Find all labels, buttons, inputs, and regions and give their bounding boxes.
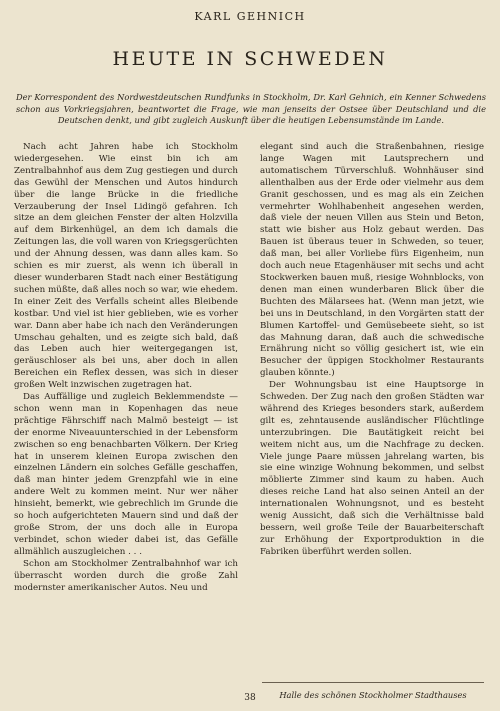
page-number: 38 xyxy=(244,693,256,703)
text-column-right xyxy=(260,142,484,559)
text-column-left xyxy=(14,142,238,594)
paragraph: Der Wohnungsbau ist eine Hauptsorge in Schweden. Der Zug nach den großen Städten war während des Krieges besonders stark, außerdem gilt es, zehntausende ausländischer Flüchtlinge unterzubringen. Die Bautätigkeit reicht bei weitem nicht aus, um die Nachfrage zu decken. Viele junge Paare müssen jahrelang warten, bis sie eine winzige Wohnung bekommen, und selbst möblierte Zimmer sind kaum zu haben. Auch dieses reiche Land hat also seinen Anteil an der internationalen Wohnungsnot, und es besteht wenig Aussicht, daß sich die Verhältnisse bald bessern, weil große Teile der Bauarbeiterschaft zur Erhöhung der Exportproduktion in die Fabriken überführt werden sollen. xyxy=(260,380,484,557)
image-caption: Halle des schönen Stockholmer Stadthauses xyxy=(279,690,467,700)
paragraph: Schon am Stockholmer Zentralbahnhof war ich überrascht worden durch die große Zahl modernster amerikanischer Autos. Neu und xyxy=(14,558,238,593)
paragraph: Das Auffällige und zugleich Beklemmendste — schon wenn man in Kopenhagen das neue prächtige Fährschiff nach Malmö besteigt — ist der enorme Niveauunterschied in der Lebensform zwischen so eng benachbarten Völkern. Der Krieg hat in unserem kleinen Europa zwischen den einzelnen Ländern ein solches Gefälle geschaffen, daß man hinter jedem Grenzpfahl wie in eine andere Welt zu kommen meint. Nur wer näher hinsieht, bemerkt, wie gebrechlich im Grunde die so hoch aufgerichteten Mauern sind und daß der große Strom, der uns doch alle in Europa verbindet, schon wieder dabei ist, das Gefälle allmählich auszugleichen . . . xyxy=(14,392,238,557)
article-intro: Der Korrespondent des Nordwestdeutschen Rundfunks in Stockholm, Dr. Karl Gehnich, ein Kenner Schwedens schon aus Vorkriegsjahren, beantwortet die Frage, wie man jenseits der Ostsee über Deutschland und die Deutschen denkt, und gibt zugleich Auskunft über die heutigen Lebensumstände im Lande. xyxy=(16,92,486,126)
paragraph: Nach acht Jahren habe ich Stockholm wiedergesehen. Wie einst bin ich am Zentralbahnhof aus dem Zug gestiegen und durch das Gewühl der Menschen und Autos hindurch über die lange Brücke in die friedliche Verzauberung der Insel Lidingö gefahren. Ich sitze an dem gleichen Fenster der alten Holzvilla auf dem Birkenhügel, an dem ich damals die Zeitungen las, die voll waren von Kriegsgerüchten und der Ahnung dessen, was dann alles kam. So schien es mir zuerst, als wenn ich überall in dieser wunderbaren Stadt nach einer Bestätigung suchen müßte, daß alles noch so war, wie ehedem. In einer Zeit des Verfalls scheint alles Bleibende kostbar. Und viel ist hier geblieben, wie es vorher war. Dann aber habe ich nach den Veränderungen Umschau gehalten, und es zeigte sich bald, daß das Leben auch hier weitergegangen ist, geräuschloser als bei uns, aber doch in allen Bereichen ein Reflex dessen, was sich in dieser großen Welt inzwischen zugetragen hat. xyxy=(14,142,238,391)
article-title: HEUTE IN SCHWEDEN xyxy=(112,48,388,70)
caption-divider xyxy=(262,682,484,683)
author-name: KARL GEHNICH xyxy=(194,10,306,23)
paragraph: elegant sind auch die Straßenbahnen, riesige lange Wagen mit Lautsprechern und automatischem Türverschluß. Wohnhäuser sind allenthalben aus der Erde oder vielmehr aus dem Granit geschossen, und es mag als ein Zeichen vermehrter Wohlhabenheit angesehen werden, daß viele der neuen Villen aus Stein und Beton, statt wie bisher aus Holz gebaut werden. Das Bauen ist überaus teuer in Schweden, so teuer, daß man, bei aller Vorliebe fürs Eigenheim, nun doch auch neue Etagenhäuser mit sechs und acht Stockwerken bauen muß, riesige Wohnblocks, von denen man einen wunderbaren Blick über die Buchten des Mälarsees hat. (Wenn man jetzt, wie bei uns in Deutschland, in den Vorgärten statt der Blumen Kartoffel- und Gemüsebeete sieht, so ist das Mahnung daran, daß auch die schwedische Ernährung nicht so völlig gesichert ist, wie ein Besucher der üppigen Stockholmer Restaurants glauben könnte.) xyxy=(260,142,484,379)
